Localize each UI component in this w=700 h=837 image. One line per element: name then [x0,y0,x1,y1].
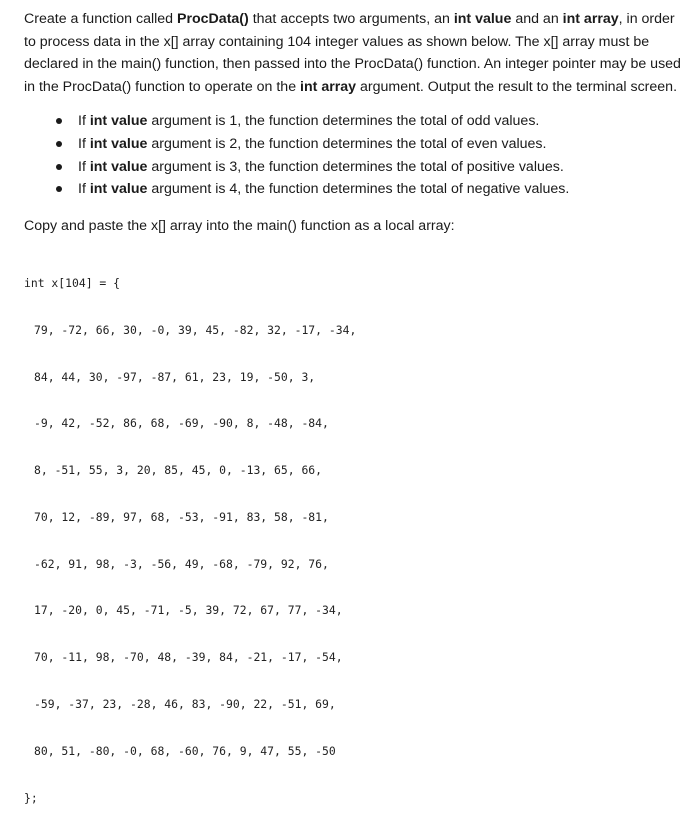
list-item [54,178,688,201]
bullet-pre: If [78,158,90,175]
function-name: ProcData() [177,11,249,27]
code-block [24,245,688,837]
bullet-bold: int value [89,181,148,198]
code-row: 70, -11, 98, -70, 48, -39, 84, -21, -17, -54, [34,650,343,665]
int-array-term: int array [562,11,619,27]
intro-text-2: that accepts two arguments, an [248,11,454,27]
code-row: 17, -20, 0, 45, -71, -5, 39, 72, 67, 77, -34, [34,603,343,618]
intro-paragraph [24,8,688,98]
code-row: 79, -72, 66, 30, -0, 39, 45, -82, 32, -17, -34, [34,322,357,337]
int-value-term: int value [453,11,512,27]
code-row: -9, 42, -52, 86, 68, -69, -90, 8, -48, -84, [34,416,329,431]
intro-text-3: and an [511,11,563,27]
int-array-term-2: int array [300,78,357,95]
code-row: 70, 12, -89, 97, 68, -53, -91, 83, 58, -81, [34,509,329,524]
code-row: -59, -37, 23, -28, 46, 83, -90, 22, -51, 69, [34,696,336,711]
bullet-bold: int value [89,135,148,152]
document [24,8,688,837]
code-footer: }; [24,790,38,805]
intro-text-4: , in order to process data in the x[] array containing 104 integer values as shown below. The x[] array must be declared in the main() function, then passed into the ProcData() function. An integer pointer may be used in the ProcData() function to operate on the [24,11,681,95]
code-row: 84, 44, 30, -97, -87, 61, 23, 19, -50, 3, [34,369,316,384]
bullet-pre: If [78,135,90,152]
list-item [54,110,688,133]
bullet-pre: If [78,113,90,130]
code-row: 8, -51, 55, 3, 20, 85, 45, 0, -13, 65, 66, [34,463,323,478]
bullet-post: argument is 4, the function determines the total of negative values. [147,181,570,198]
intro-text-5: argument. Output the result to the terminal screen. [356,78,678,95]
code-row: -62, 91, 98, -3, -56, 49, -68, -79, 92, 76, [34,556,329,571]
bullet-post: argument is 3, the function determines the total of positive values. [147,158,564,175]
rules-list [24,110,688,200]
bullet-post: argument is 2, the function determines the total of even values. [147,135,547,152]
bullet-pre: If [78,181,90,198]
code-row: 80, 51, -80, -0, 68, -60, 76, 9, 47, 55, -50 [34,743,336,758]
bullet-bold: int value [89,113,148,130]
copy-instruction: Copy and paste the x[] array into the main() function as a local array: [24,217,455,234]
list-item [54,133,688,156]
intro-text-1: Create a function called [24,11,178,27]
bullet-post: argument is 1, the function determines the total of odd values. [147,113,540,130]
code-header: int x[104] = { [24,275,121,290]
list-item [54,156,688,179]
bullet-bold: int value [89,158,148,175]
